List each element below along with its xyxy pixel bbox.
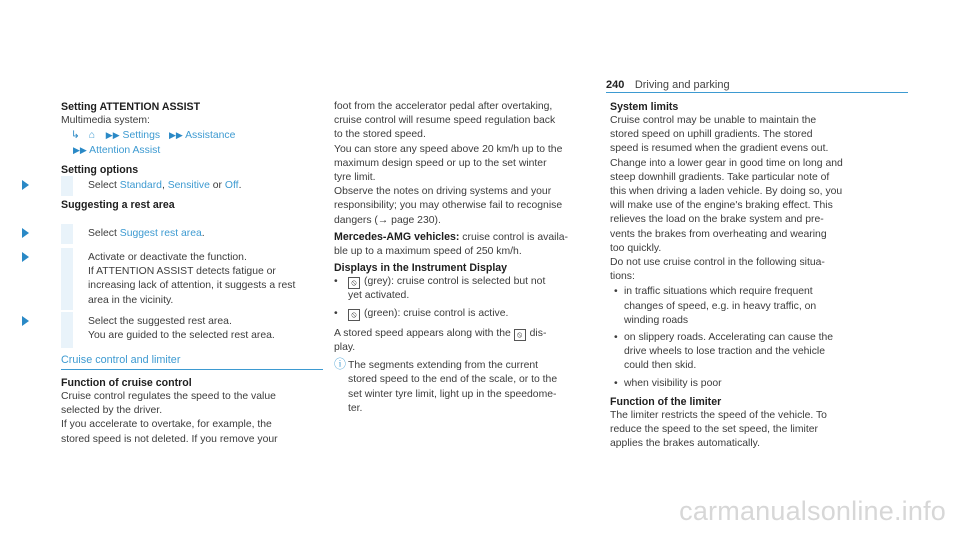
bullet-item (610, 331, 906, 345)
step-box-4 (61, 312, 73, 348)
attention-assist-link[interactable]: Attention Assist (89, 145, 161, 157)
note-line (334, 357, 604, 373)
bullet-item (610, 285, 906, 299)
step-line: increasing lack of attention, it suggests a rest (88, 280, 296, 292)
bullet-text: (green): cruise control is active. (364, 307, 509, 319)
header-rule (606, 92, 908, 93)
text-line: Cruise control may be unable to maintain the (610, 115, 817, 126)
function-heading: Function of cruise control (61, 377, 192, 389)
bullet-dot: • (334, 307, 338, 319)
home-icon[interactable]: ⌂ (88, 130, 95, 142)
bullet-continuation: changes of speed, e.g. in heavy traffic, on (624, 300, 817, 312)
text-line: too quickly. (610, 242, 662, 254)
text-line: vents the brakes from overheating and wearing (610, 228, 827, 240)
stored-speed-line (334, 327, 604, 341)
text-line: Observe the notes on driving systems and your (334, 186, 552, 198)
text-line: If you accelerate to overtake, for example, the (61, 419, 272, 431)
cruise-function-block (61, 376, 323, 447)
bullet-continuation: winding roads (624, 314, 689, 326)
note-line: set winter tyre limit, light up in the speedome- (348, 388, 557, 400)
step-box-3 (61, 248, 73, 310)
bullet-text: on slippery roads. Accelerating can cause the (624, 332, 834, 344)
bullet-item (334, 275, 604, 289)
text-line: The limiter restricts the speed of the vehicle. To (610, 409, 827, 421)
step-icon (22, 316, 29, 326)
bullet-continuation: could then skid. (624, 360, 697, 372)
speedometer-icon: ⦸ (348, 277, 360, 289)
step-icon (22, 228, 29, 238)
bullet-item (334, 307, 604, 321)
suggest-rest-area-option[interactable]: Suggest rest area (119, 228, 202, 239)
text-line: foot from the accelerator pedal after overtaking, (334, 101, 553, 112)
bullet-dot: • (334, 276, 338, 288)
info-icon: ⓘ (334, 357, 347, 372)
step-line: You are guided to the selected rest area. (88, 330, 275, 342)
text-line: tyre limit. (334, 172, 376, 184)
text-line: You can store any speed above 20 km/h up to the (334, 143, 563, 155)
text-line: reduce the speed to the set speed, the limiter (610, 424, 818, 436)
sensitive-option[interactable]: Sensitive (167, 180, 210, 191)
step-line: Activate or deactivate the function. (88, 252, 247, 263)
note-line: stored speed to the end of the scale, or to the (348, 374, 558, 386)
text-line: this when driving a laden vehicle. By doing so, you (610, 186, 843, 198)
nav-intro: Multimedia system: (61, 115, 150, 126)
off-option[interactable]: Off (224, 180, 239, 191)
amg-line (334, 230, 604, 245)
period: . (238, 180, 242, 191)
text-line: maximum design speed or up to the set winter (334, 157, 547, 169)
text-line: stored speed is not deleted. If you remove your (61, 433, 278, 445)
step-text: Select (88, 180, 120, 191)
or-text: or (209, 180, 225, 191)
bullet-dot: • (614, 377, 618, 389)
text-span: A stored speed appears along with the (334, 327, 511, 339)
speedometer-icon: ⦸ (514, 329, 526, 341)
chevron-icon: ▶▶ (73, 145, 87, 156)
bullet-dot: • (614, 286, 618, 298)
text-line: steep downhill gradients. Take particular note of (610, 171, 830, 183)
text-line: will make use of the engine's braking effect. This (610, 200, 833, 212)
text-line: tions: (610, 271, 635, 283)
nav-path-line1 (61, 128, 323, 143)
section-rule (61, 369, 323, 370)
text-line: to the stored speed. (334, 129, 426, 141)
text-line: Cruise control regulates the speed to the value (61, 391, 276, 402)
text-line: Do not use cruise control in the following situa- (610, 257, 825, 269)
step-box-1 (61, 176, 73, 196)
amg-text: cruise control is availa- (459, 231, 568, 243)
step-line: If ATTENTION ASSIST detects fatigue or (88, 266, 276, 278)
bullet-continuation: drive wheels to lose traction and the vehicle (624, 346, 825, 358)
column-1 (61, 100, 323, 177)
text-line: selected by the driver. (61, 405, 163, 417)
settings-link[interactable]: Settings (122, 130, 161, 142)
step-box-2 (61, 224, 73, 244)
suggest-rest-area-heading: Suggesting a rest area (61, 199, 175, 211)
text-line: cruise control will resume speed regulation back (334, 115, 556, 127)
bullet-dot: • (614, 332, 618, 344)
step-activate (88, 251, 324, 308)
text-line: stored speed on uphill gradients. The stored (610, 129, 813, 141)
section-title: Cruise control and limiter (61, 354, 181, 366)
standard-option[interactable]: Standard (119, 180, 162, 191)
column-3 (610, 100, 906, 451)
bullet-continuation: yet activated. (348, 290, 410, 302)
page-reference-link[interactable]: dangers (→ page 230). (334, 214, 441, 226)
chevron-icon: ▶▶ (105, 130, 120, 141)
watermark: carmanualsonline.info (679, 496, 946, 526)
step-suggest (88, 227, 205, 241)
column-2 (334, 100, 604, 416)
speedometer-icon: ⦸ (348, 309, 360, 321)
return-arrow-icon: ↳ (71, 130, 80, 142)
text-line: speed is resumed when the gradient evens out. (610, 143, 829, 155)
displays-heading: Displays in the Instrument Display (334, 262, 508, 275)
bullet-text: when visibility is poor (624, 377, 722, 389)
page-number: 240 (606, 79, 625, 91)
step-line: Select the suggested rest area. (88, 316, 232, 327)
note-line: ter. (348, 402, 363, 414)
bullet-text: (grey): cruise control is selected but not (364, 276, 546, 288)
limiter-heading: Function of the limiter (610, 395, 722, 408)
step-line: area in the vicinity. (88, 294, 174, 306)
step-text: Select (88, 228, 120, 239)
text-line: relieves the load on the brake system and pre- (610, 214, 824, 226)
step-select-rest-area (88, 315, 324, 343)
step-select-option: Select Standard, Sensitive or Off. (88, 180, 242, 191)
bullet-text: in traffic situations which require frequent (624, 286, 813, 298)
step-icon (22, 252, 29, 262)
note-text: The segments extending from the current (348, 360, 539, 372)
nav-path-line2 (61, 143, 323, 158)
text-line: ble up to a maximum speed of 250 km/h. (334, 246, 522, 258)
text-line: play. (334, 342, 356, 354)
page-header (606, 75, 908, 93)
step-icon (22, 180, 29, 190)
setting-options-heading: Setting options (61, 163, 139, 176)
bullet-item (610, 377, 906, 391)
system-limits-heading: System limits (610, 101, 679, 113)
section-name: Driving and parking (634, 79, 730, 91)
text-line: responsibility; you may otherwise fail to recognise (334, 200, 563, 212)
amg-label: Mercedes-AMG vehicles: (334, 230, 460, 243)
chevron-icon: ▶▶ (168, 130, 183, 141)
text-line: Change into a lower gear in good time on long and (610, 157, 843, 169)
text-span: dis- (529, 327, 547, 339)
text-line: applies the brakes automatically. (610, 438, 760, 450)
period: . (201, 228, 205, 239)
assistance-link[interactable]: Assistance (185, 130, 236, 142)
attention-assist-heading: Setting ATTENTION ASSIST (61, 101, 201, 113)
